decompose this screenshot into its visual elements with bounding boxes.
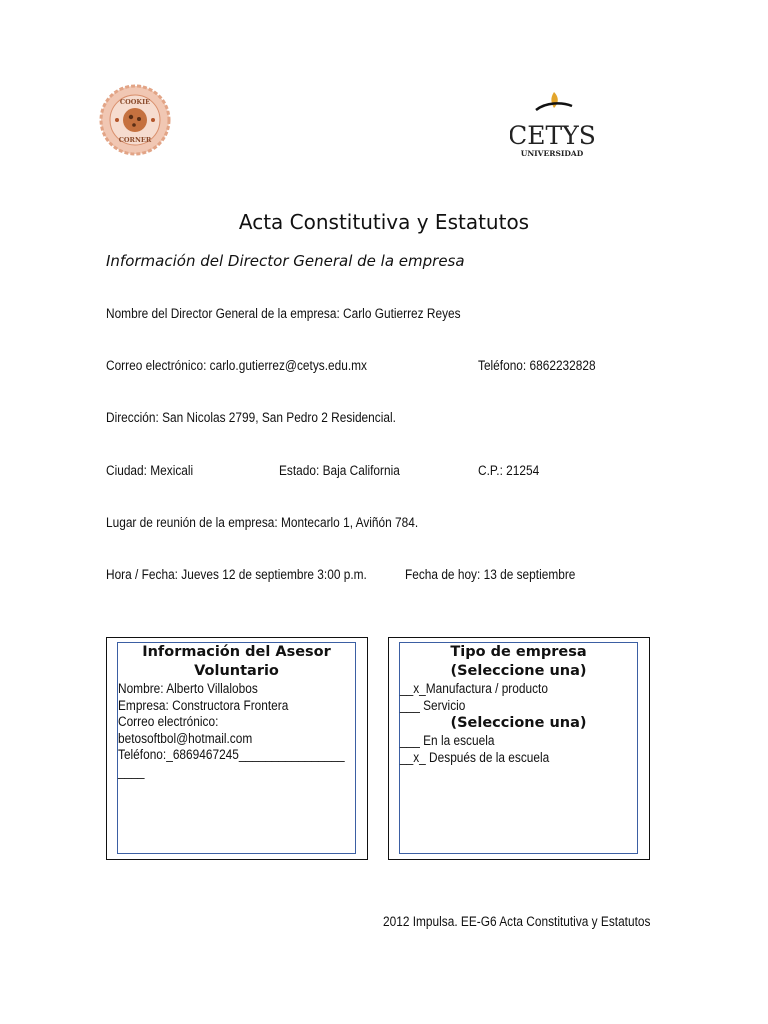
advisor-heading-2: Voluntario — [194, 663, 279, 679]
address-field: Dirección: San Nicolas 2799, San Pedro 2 Residencial. — [106, 410, 396, 425]
state-field: Estado: Baja California — [279, 463, 400, 478]
svg-text:UNIVERSIDAD: UNIVERSIDAD — [520, 149, 584, 158]
document-title: Acta Constitutiva y Estatutos — [238, 210, 530, 234]
section-subtitle: Información del Director General de la empresa — [106, 252, 465, 270]
cookie-corner-logo — [97, 82, 173, 158]
svg-text:CETYS: CETYS — [510, 121, 596, 150]
meeting-place-field: Lugar de reunión de la empresa: Montecarlo 1, Aviñón 784. — [106, 515, 419, 530]
advisor-company: Empresa: Constructora Frontera — [118, 697, 289, 713]
phone-field: Teléfono: 6862232828 — [478, 358, 596, 373]
city-field: Ciudad: Mexicali — [106, 463, 194, 478]
svg-text:COOKIE: COOKIE — [119, 98, 151, 106]
page-footer: 2012 Impulsa. EE-G6 Acta Constitutiva y Estatutos — [383, 914, 651, 929]
advisor-email-label: Correo electrónico: — [118, 714, 219, 729]
option-service: ___ Servicio — [400, 697, 466, 713]
director-name-field: Nombre del Director General de la empresa: Carlo Gutierrez Reyes — [106, 306, 461, 321]
option-after-school: __x_ Después de la escuela — [400, 749, 550, 765]
email-field: Correo electrónico: carlo.gutierrez@cetys.edu.mx — [106, 358, 367, 373]
select-one-heading-2: (Seleccione una) — [450, 715, 587, 731]
advisor-phone: Teléfono:_6869467245________________ — [118, 747, 345, 762]
company-type-box — [388, 637, 650, 860]
today-date-field: Fecha de hoy: 13 de septiembre — [405, 567, 576, 582]
option-in-school: ___ En la escuela — [400, 733, 495, 748]
company-type-heading: Tipo de empresa — [450, 644, 587, 660]
advisor-heading: Información del Asesor — [142, 644, 331, 660]
svg-text:CORNER: CORNER — [118, 136, 152, 144]
advisor-email: betosoftbol@hotmail.com — [118, 730, 253, 746]
meeting-time-field: Hora / Fecha: Jueves 12 de septiembre 3:00 p.m. — [106, 567, 367, 582]
option-manufacture: __x_Manufactura / producto — [400, 681, 548, 696]
cetys-logo — [510, 88, 600, 162]
zip-field: C.P.: 21254 — [478, 463, 540, 478]
advisor-phone-cont: ____ — [118, 763, 145, 779]
select-one-heading: (Seleccione una) — [450, 663, 587, 679]
advisor-name: Nombre: Alberto Villalobos — [118, 681, 258, 696]
advisor-box — [106, 637, 368, 860]
